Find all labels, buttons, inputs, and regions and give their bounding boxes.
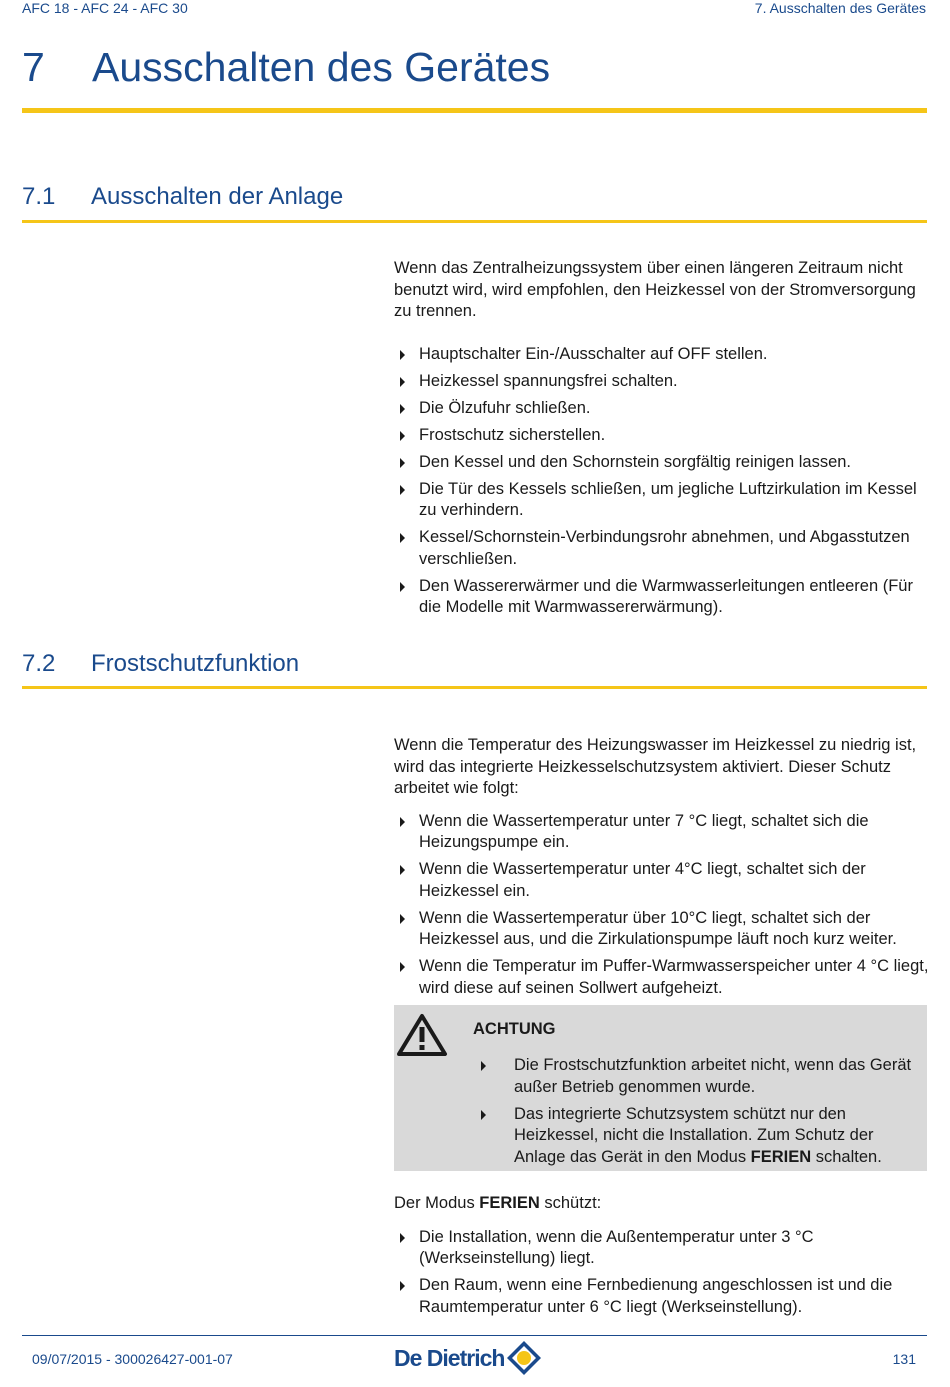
bullet-arrow-icon (400, 1233, 405, 1243)
section-2-heading (22, 650, 299, 678)
logo-wordmark: De Dietrich (394, 1344, 505, 1371)
logo-diamond-icon (506, 1340, 542, 1376)
list-item: Frostschutz sicherstellen. (394, 425, 934, 447)
chapter-number: 7 (22, 44, 45, 90)
bullet-arrow-icon (400, 458, 405, 468)
running-header-right: 7. Ausschalten des Gerätes (754, 0, 926, 16)
brand-logo (394, 1341, 542, 1375)
section-1-number: 7.1 (22, 183, 56, 210)
page-number: 131 (892, 1351, 916, 1367)
warning-list (478, 1055, 918, 1174)
bullet-arrow-icon (400, 1281, 405, 1291)
list-item: Wenn die Wassertemperatur unter 7 °C liegt, schaltet sich die Heizungspumpe ein. (394, 811, 934, 854)
list-item: Wenn die Wassertemperatur über 10°C liegt, schaltet sich der Heizkessel aus, und die Zirkulationspumpe läuft noch kurz weiter. (394, 908, 934, 951)
bullet-arrow-icon (400, 582, 405, 592)
section-2-title: Frostschutzfunktion (91, 650, 300, 677)
list-item: Die Installation, wenn die Außentemperatur unter 3 °C (Werkseinstellung) liegt. (394, 1227, 934, 1270)
list-item: Den Raum, wenn eine Fernbedienung angeschlossen ist und die Raumtemperatur unter 6 °C liegt (Werkseinstellung). (394, 1275, 934, 1318)
section-2-rule (22, 686, 927, 689)
ferien-list (394, 1227, 934, 1319)
footer-date-docnumber: 09/07/2015 - 300026427-001-07 (32, 1351, 233, 1367)
bullet-arrow-icon (400, 817, 405, 827)
list-item: Die Frostschutzfunktion arbeitet nicht, wenn das Gerät außer Betrieb genommen wurde. (478, 1055, 918, 1098)
bullet-arrow-icon (400, 533, 405, 543)
section-2-intro: Wenn die Temperatur des Heizungswasser im Heizkessel zu niedrig ist, wird das integrierte Heizkesselschutzsystem aktiviert. Dieser Schutz arbeitet wie folgt: (394, 736, 917, 797)
bullet-arrow-icon (481, 1110, 486, 1120)
list-item: Die Ölzufuhr schließen. (394, 398, 934, 420)
warning-box (394, 1005, 927, 1171)
ferien-intro: Der Modus FERIEN schützt: (394, 1194, 602, 1212)
chapter-title-text: Ausschalten des Gerätes (92, 44, 551, 90)
section-1-rule (22, 220, 927, 223)
section-2-list (394, 811, 934, 1000)
bullet-arrow-icon (400, 404, 405, 414)
list-item: Den Kessel und den Schornstein sorgfältig reinigen lassen. (394, 452, 934, 474)
section-2-body (394, 735, 934, 1005)
bullet-arrow-icon (481, 1061, 486, 1071)
list-item: Den Wassererwärmer und die Warmwasserleitungen entleeren (Für die Modelle mit Warmwassererwärmung). (394, 576, 934, 619)
bullet-arrow-icon (400, 865, 405, 875)
section-2-number: 7.2 (22, 650, 56, 677)
footer-rule (22, 1335, 927, 1336)
section-1-title: Ausschalten der Anlage (91, 183, 344, 210)
list-item: Das integrierte Schutzsystem schützt nur den Heizkessel, nicht die Installation. Zum Schutz der Anlage das Gerät in den Modus FERIEN schalten. (478, 1104, 918, 1169)
bullet-arrow-icon (400, 485, 405, 495)
section-1-list (394, 344, 934, 619)
running-header-left: AFC 18 - AFC 24 - AFC 30 (22, 0, 188, 16)
list-item: Kessel/Schornstein-Verbindungsrohr abnehmen, und Abgasstutzen verschließen. (394, 527, 934, 570)
warning-triangle-icon (396, 1013, 448, 1057)
section-1-body (394, 258, 934, 624)
chapter-title (22, 44, 550, 91)
chapter-rule (22, 108, 927, 113)
list-item: Hauptschalter Ein-/Ausschalter auf OFF stellen. (394, 344, 934, 366)
bullet-arrow-icon (400, 350, 405, 360)
bullet-arrow-icon (400, 914, 405, 924)
bullet-arrow-icon (400, 431, 405, 441)
section-1-intro: Wenn das Zentralheizungssystem über einen längeren Zeitraum nicht benutzt wird, wird empfohlen, den Heizkessel von der Stromversorgung zu trennen. (394, 259, 916, 320)
list-item: Heizkessel spannungsfrei schalten. (394, 371, 934, 393)
list-item: Die Tür des Kessels schließen, um jegliche Luftzirkulation im Kessel zu verhindern. (394, 479, 934, 522)
warning-title: ACHTUNG (473, 1020, 556, 1038)
list-item: Wenn die Temperatur im Puffer-Warmwasserspeicher unter 4 °C liegt, wird diese auf seinen Sollwert aufgeheizt. (394, 956, 934, 999)
bullet-arrow-icon (400, 377, 405, 387)
section-1-heading (22, 183, 343, 211)
ferien-section (394, 1193, 934, 1324)
bullet-arrow-icon (400, 962, 405, 972)
list-item: Wenn die Wassertemperatur unter 4°C liegt, schaltet sich der Heizkessel ein. (394, 859, 934, 902)
